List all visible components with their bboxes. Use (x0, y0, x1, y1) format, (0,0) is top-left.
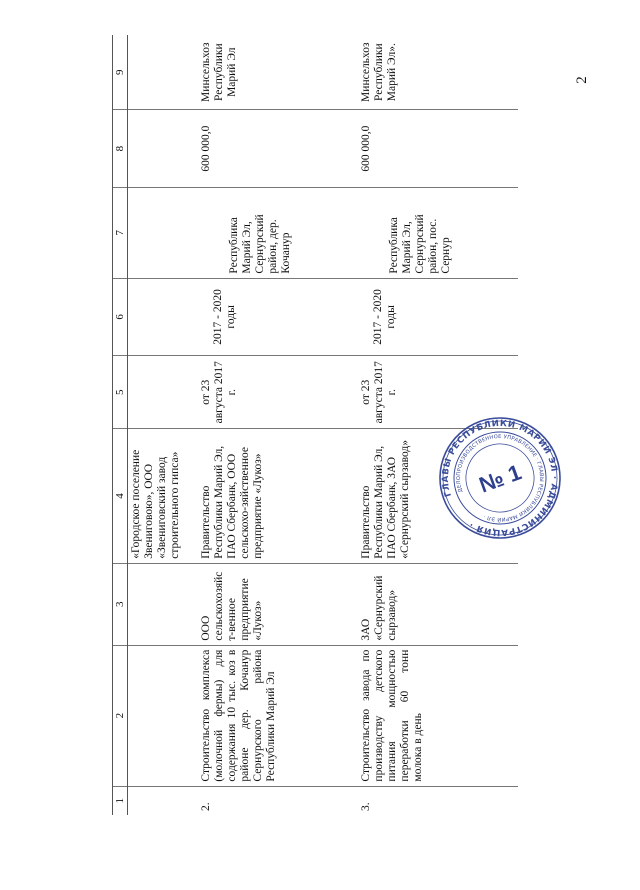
col-num-8: 8 (113, 110, 128, 188)
stamp-inner-text: ДЕЛОПРОИЗВОДСТВЕННОЕ УПРАВЛЕНИЕ · ГЛАВЫ РЕСПУБЛИКИ МАРИЙ ЭЛ · (455, 433, 545, 523)
participants: Правительство Республики Марий Эл, ПАО Сбербанк, ЗАО «Сернурский сырзавод» (358, 429, 518, 563)
implementation-period: 2017 - 2020 годы (198, 278, 358, 356)
investment-amount: 600 000,0 (198, 110, 358, 188)
stamp-outer-text: ГЛАВЫ РЕСПУБЛИКИ МАРИЙ ЭЛ · АДМИНИСТРАЦИЯ · (440, 418, 560, 538)
col-num-1: 1 (113, 786, 128, 815)
investment-amount: 600 000,0 (358, 110, 518, 188)
project-name: Строительство завода по производству детского питания мощностью переработки 60 тонн молока в день (358, 645, 518, 786)
continuation-participants: «Городское поселение Звениговою», ООО «Звениговский завод строительного гипса» (128, 429, 199, 563)
col-num-7: 7 (113, 187, 128, 278)
organization: ЗАО «Сернурский сырзавод» (358, 563, 518, 645)
organization: ООО сельскохозяйст-венное предприятие «Лукоз» (198, 563, 358, 645)
col-num-4: 4 (113, 429, 128, 563)
responsible-body: Минсельхоз Республики Марий Эл (198, 35, 358, 110)
col-num-3: 3 (113, 563, 128, 645)
row-number: 3. (360, 802, 372, 811)
project-name: Строительство комплекса (молочной фермы) для содержания 10 тыс. коз в районе дер. Кочанур Сернурского района Республики Марий Эл (198, 645, 358, 786)
table-row (198, 35, 358, 815)
stamp-number: № 1 (475, 459, 525, 498)
implementation-period: 2017 - 2020 годы (358, 278, 518, 356)
plan-table (112, 35, 518, 815)
col-num-6: 6 (113, 278, 128, 356)
responsible-body: Минсельхоз Республики Марий Эл». (358, 35, 518, 110)
col-num-5: 5 (113, 356, 128, 429)
agreement-date: от 23 августа 2017 г. (198, 356, 358, 429)
agreement-date: от 23 августа 2017 г. (358, 356, 518, 429)
column-number-row (113, 35, 128, 815)
row-number: 2. (200, 802, 212, 811)
location: Республика Марий Эл, Сернурский район, пос. Сернур (358, 187, 518, 278)
page-number: 2 (574, 76, 590, 84)
col-num-2: 2 (113, 645, 128, 786)
continuation-row (128, 35, 199, 815)
col-num-9: 9 (113, 35, 128, 110)
participants: Правительство Республики Марий Эл, ПАО Сбербанк, ООО сельскохо-зяйственное предприятие «Лукоз» (198, 429, 358, 563)
location: Республика Марий Эл, Сернурский район, дер. Кочанур (198, 187, 358, 278)
